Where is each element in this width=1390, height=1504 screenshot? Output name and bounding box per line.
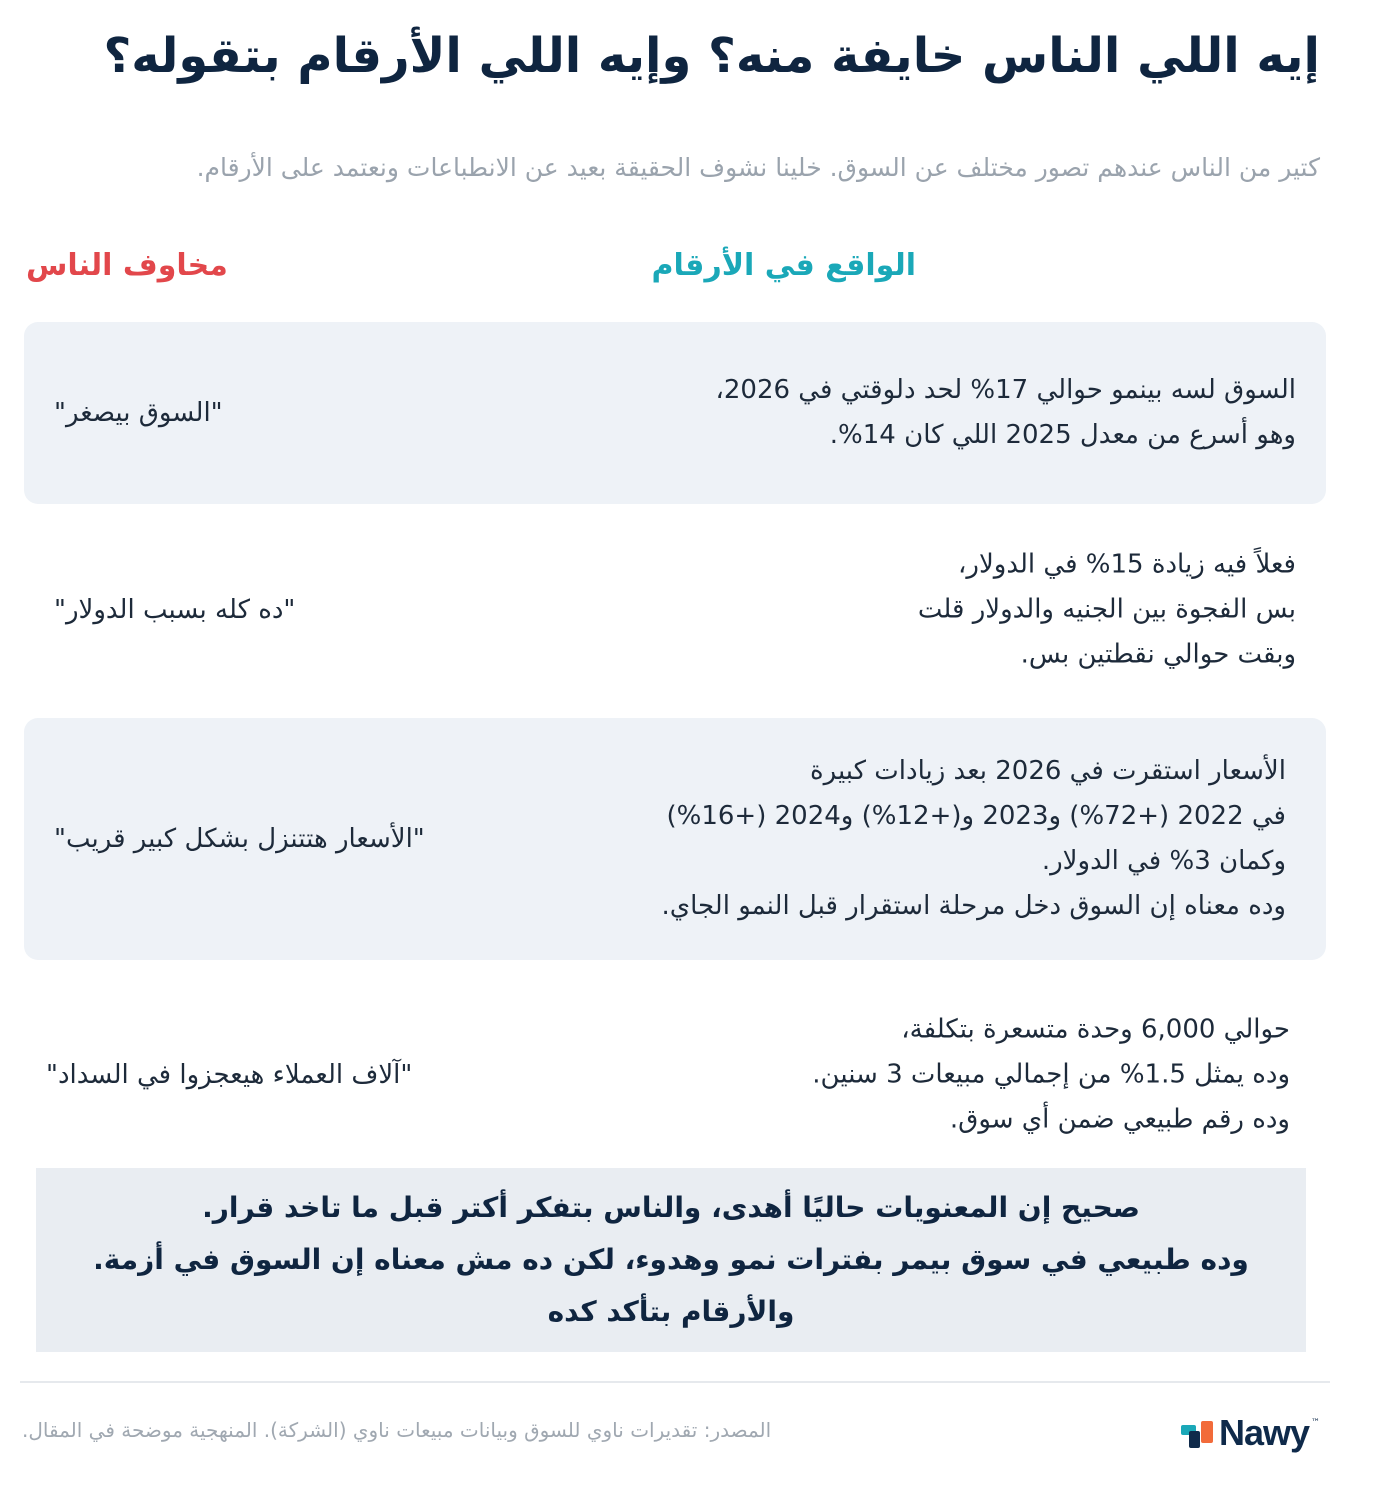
fact-line: السوق لسه بينمو حوالي 17% لحد دلوقتي في 2026، [715, 375, 1296, 405]
comparison-row-3 [24, 718, 1326, 960]
fact-line: وده معناه إن السوق دخل مرحلة استقرار قبل النمو الجاي. [661, 891, 1286, 921]
comparison-row-4 [24, 990, 1326, 1160]
nawy-logo-icon [1181, 1417, 1215, 1449]
fact-text [661, 749, 1286, 929]
fear-quote: "السوق بيصغر" [54, 398, 223, 428]
fact-line: وده يمثل 1.5% من إجمالي مبيعات 3 سنين. [812, 1059, 1290, 1090]
comparison-row-1 [24, 322, 1326, 504]
fact-line: وبقت حوالي نقطتين بس. [1020, 639, 1296, 670]
summary-line: والأرقام بتأكد كده [547, 1295, 795, 1328]
fear-quote: "الأسعار هتتنزل بشكل كبير قريب" [54, 824, 425, 854]
fact-line: الأسعار استقرت في 2026 بعد زيادات كبيرة [809, 756, 1286, 786]
source-note: المصدر: تقديرات ناوي للسوق وبيانات مبيعات ناوي (الشركة). المنهجية موضحة في المقال. [22, 1418, 772, 1442]
page-title: إيه اللي الناس خايفة منه؟ وإيه اللي الأرقام بتقوله؟ [103, 28, 1320, 84]
fact-line: بس الفجوة بين الجنيه والدولار قلت [917, 594, 1296, 625]
facts-column-heading: الواقع في الأرقام [651, 248, 916, 283]
fears-column-heading: مخاوف الناس [26, 248, 228, 283]
summary-line: صحيح إن المعنويات حاليًا أهدى، والناس بتفكر أكتر قبل ما تاخد قرار. [202, 1191, 1140, 1224]
fear-quote: "ده كله بسبب الدولار" [54, 595, 296, 625]
summary-box [36, 1168, 1306, 1352]
nawy-logo [1181, 1412, 1320, 1454]
page-subtitle: كتير من الناس عندهم تصور مختلف عن السوق. خلينا نشوف الحقيقة بعيد عن الانطباعات ونعتمد على الأرقام. [196, 153, 1320, 182]
fact-line: وكمان 3% في الدولار. [1041, 846, 1286, 876]
fact-line: حوالي 6,000 وحدة متسعرة بتكلفة، [901, 1014, 1290, 1045]
fact-line: فعلاً فيه زيادة 15% في الدولار، [958, 549, 1296, 580]
logo-trademark: ™ [1311, 1418, 1320, 1428]
footer-divider [20, 1381, 1330, 1383]
fear-quote: "آلاف العملاء هيعجزوا في السداد" [46, 1060, 413, 1090]
fact-text [715, 368, 1296, 458]
fact-line: وده رقم طبيعي ضمن أي سوق. [949, 1104, 1290, 1135]
logo-wordmark: Nawy [1218, 1412, 1309, 1453]
fact-line: في 2022 (+72%) و2023 و(+12%) و2024 (+16%) [666, 801, 1286, 831]
comparison-row-2 [24, 530, 1326, 690]
fact-line: وهو أسرع من معدل 2025 اللي كان 14%. [829, 420, 1296, 450]
fact-text [918, 543, 1296, 678]
fact-text [812, 1008, 1290, 1143]
summary-line: وده طبيعي في سوق بيمر بفترات نمو وهدوء، لكن ده مش معناه إن السوق في أزمة. [93, 1243, 1249, 1276]
